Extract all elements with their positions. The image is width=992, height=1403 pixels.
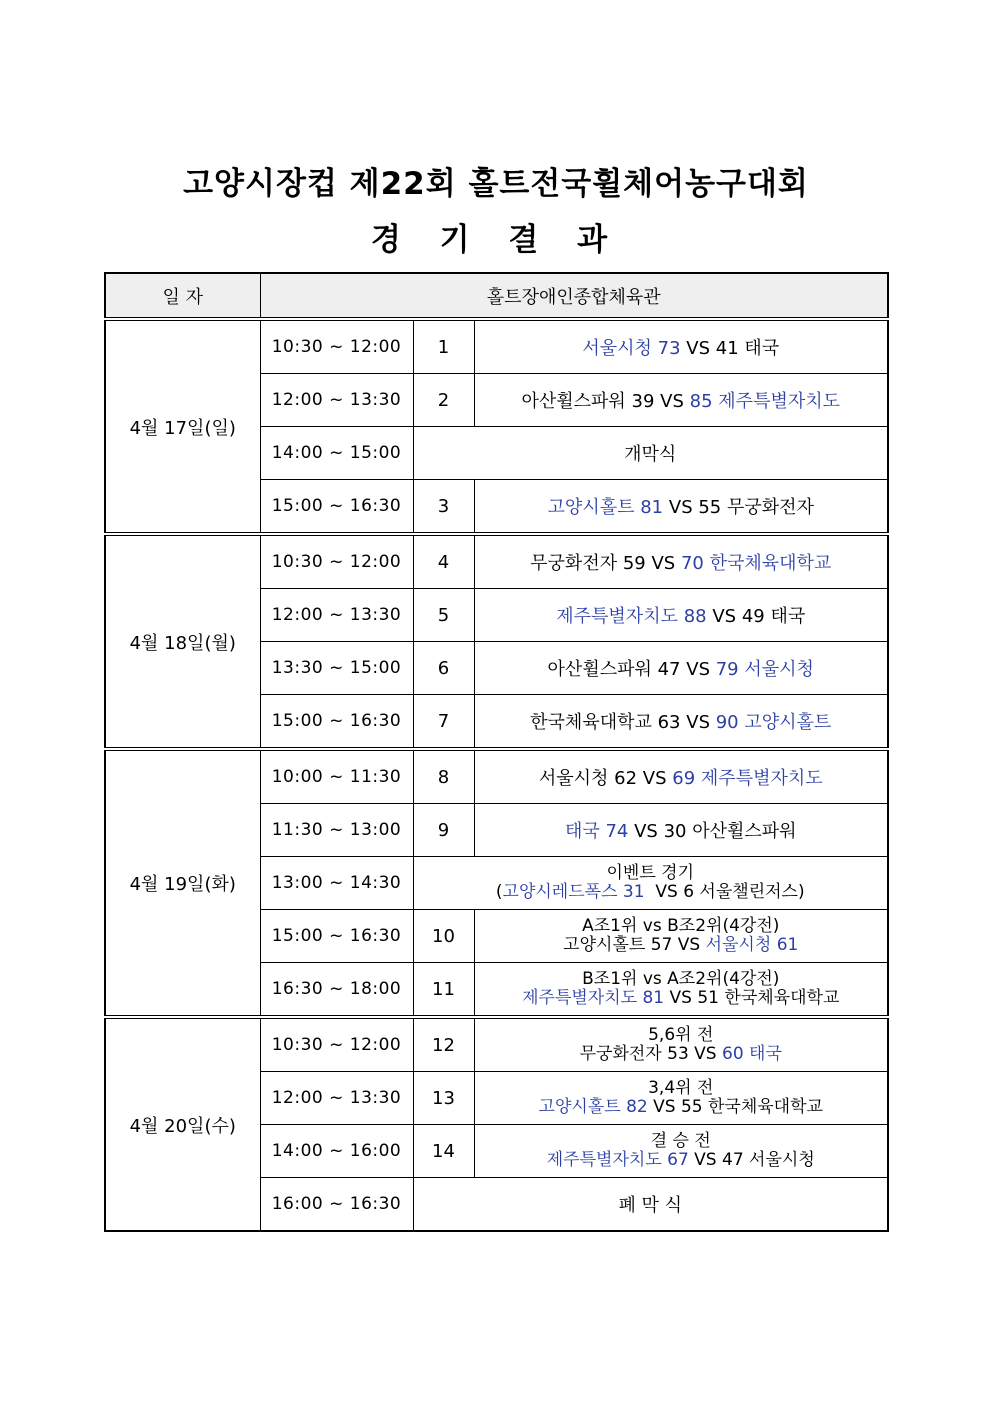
score2: 51	[697, 988, 719, 1008]
game-time: 12:00 ~ 13:30	[260, 1072, 413, 1125]
score1: 73	[657, 338, 681, 359]
score1: 62	[614, 768, 638, 789]
team2: 태국	[744, 338, 780, 359]
score-line	[475, 936, 888, 955]
round-label: A조1위 vs B조2위(4강전)	[582, 916, 780, 936]
team2: 태국	[749, 1044, 782, 1064]
header-date: 일 자	[105, 273, 260, 319]
score-line	[475, 1098, 888, 1117]
score1: 88	[683, 606, 707, 627]
score2: 90	[715, 712, 739, 733]
game-result	[474, 642, 888, 695]
team2: 한국체육대학교	[707, 1097, 823, 1117]
game-time: 14:00 ~ 15:00	[260, 427, 413, 480]
game-number: 6	[413, 642, 474, 695]
game-time: 10:00 ~ 11:30	[260, 749, 413, 804]
vs-label: VS	[686, 659, 710, 680]
round-label: 5,6위 전	[648, 1025, 714, 1045]
score1: 67	[667, 1150, 689, 1170]
score2: 70	[680, 553, 704, 574]
score2: 41	[715, 338, 739, 359]
team2: 한국체육대학교	[724, 988, 840, 1008]
game-number: 1	[413, 319, 474, 374]
score-line	[475, 1151, 888, 1170]
score-line	[475, 1045, 888, 1064]
day-date: 4월 20일(수)	[105, 1017, 260, 1231]
vs-label: VS	[651, 553, 676, 574]
score-line	[475, 989, 888, 1008]
team2: 아산휠스파워	[692, 821, 797, 842]
game-result	[474, 1125, 888, 1178]
game-time: 15:00 ~ 16:30	[260, 695, 413, 750]
score1: 31	[622, 882, 645, 902]
game-result	[474, 804, 888, 857]
score2: 85	[689, 391, 713, 412]
game-time: 12:00 ~ 13:30	[260, 374, 413, 427]
game-time: 16:00 ~ 16:30	[260, 1178, 413, 1232]
team1: 고양시홀트	[538, 1097, 621, 1117]
score1: 81	[640, 497, 664, 518]
game-time: 12:00 ~ 13:30	[260, 589, 413, 642]
game-time: 10:30 ~ 12:00	[260, 1017, 413, 1072]
vs-label: VS	[660, 391, 684, 412]
game-number: 11	[413, 963, 474, 1018]
page-title: 고양시장컵 제22회 홀트전국휠체어농구대회	[183, 166, 809, 202]
team2: 한국체육대학교	[709, 553, 832, 574]
game-result	[474, 1017, 888, 1072]
team2: 제주특별자치도	[718, 391, 841, 412]
table-row	[105, 319, 888, 374]
round-label: 3,4위 전	[648, 1078, 714, 1098]
game-result	[474, 1072, 888, 1125]
game-time: 10:30 ~ 12:00	[260, 534, 413, 589]
score2: 79	[715, 659, 739, 680]
event-result	[413, 857, 888, 910]
game-number: 3	[413, 480, 474, 535]
event-score-line	[414, 883, 888, 902]
score1: 59	[622, 553, 646, 574]
day-date: 4월 17일(일)	[105, 319, 260, 534]
score2: 47	[722, 1150, 744, 1170]
game-result	[474, 374, 888, 427]
game-time: 13:30 ~ 15:00	[260, 642, 413, 695]
team2: 서울시청	[744, 659, 814, 680]
team1: 무궁화전자	[579, 1044, 662, 1064]
team2: 제주특별자치도	[700, 768, 823, 789]
game-time: 11:30 ~ 13:00	[260, 804, 413, 857]
game-number: 2	[413, 374, 474, 427]
game-time: 16:30 ~ 18:00	[260, 963, 413, 1018]
game-result	[474, 695, 888, 750]
game-number: 8	[413, 749, 474, 804]
game-time: 13:00 ~ 14:30	[260, 857, 413, 910]
header-venue: 홀트장애인종합체육관	[260, 273, 888, 319]
game-number: 5	[413, 589, 474, 642]
team1: 서울시청	[538, 768, 609, 789]
team1: 한국체육대학교	[530, 712, 652, 733]
team2: 서울챌린저스	[699, 882, 798, 902]
team1: 아산휠스파워	[547, 659, 652, 680]
vs-label: VS	[712, 606, 737, 627]
game-result	[474, 319, 888, 374]
round-label: B조1위 vs A조2위(4강전)	[582, 969, 780, 989]
score1: 74	[605, 821, 629, 842]
game-result	[474, 963, 888, 1018]
vs-label: VS	[653, 1097, 676, 1117]
score1: 57	[650, 935, 673, 955]
vs-label: VS	[677, 935, 701, 955]
score1: 53	[667, 1044, 689, 1064]
game-number: 4	[413, 534, 474, 589]
vs-label: VS	[668, 497, 693, 518]
game-number: 10	[413, 910, 474, 963]
team2: 무궁화전자	[727, 497, 814, 518]
table-row	[105, 749, 888, 804]
game-time: 10:30 ~ 12:00	[260, 319, 413, 374]
score2: 55	[698, 497, 722, 518]
game-time: 15:00 ~ 16:30	[260, 480, 413, 535]
team2: 태국	[770, 606, 806, 627]
vs-label: VS	[669, 988, 692, 1008]
event-label: 이벤트 경기	[606, 863, 694, 883]
score2: 60	[722, 1044, 744, 1064]
table-header-row	[105, 273, 888, 319]
vs-label: VS	[634, 821, 658, 842]
vs-label: VS	[686, 338, 711, 359]
score2: 69	[672, 768, 696, 789]
score1: 39	[631, 391, 655, 412]
score2: 30	[663, 821, 687, 842]
team1: 제주특별자치도	[546, 1150, 662, 1170]
game-result	[474, 589, 888, 642]
game-number: 9	[413, 804, 474, 857]
vs-label: VS	[686, 712, 710, 733]
score1: 47	[657, 659, 681, 680]
game-result	[474, 749, 888, 804]
table-row	[105, 534, 888, 589]
score1: 81	[642, 988, 665, 1008]
vs-label: VS	[642, 768, 667, 789]
team1: 무궁화전자	[530, 553, 618, 574]
score1: 63	[657, 712, 681, 733]
results-table	[104, 272, 889, 1232]
paren-close: )	[797, 882, 805, 902]
table-row	[105, 1017, 888, 1072]
game-number: 12	[413, 1017, 474, 1072]
score1: 82	[626, 1097, 648, 1117]
event-label: 폐 막 식	[413, 1178, 888, 1232]
game-number: 7	[413, 695, 474, 750]
vs-label: VS	[694, 1150, 717, 1170]
game-number: 14	[413, 1125, 474, 1178]
game-result	[474, 910, 888, 963]
team1: 고양시홀트	[547, 497, 635, 518]
score2: 61	[776, 935, 799, 955]
game-time: 14:00 ~ 16:00	[260, 1125, 413, 1178]
team1: 고양시홀트	[563, 935, 646, 955]
day-date: 4월 18일(월)	[105, 534, 260, 749]
team1: 아산휠스파워	[521, 391, 626, 412]
game-time: 15:00 ~ 16:30	[260, 910, 413, 963]
team1: 고양시레드폭스	[502, 882, 618, 902]
team2: 고양시홀트	[744, 712, 832, 733]
vs-label: VS	[694, 1044, 717, 1064]
score2: 55	[680, 1097, 703, 1117]
game-result	[474, 480, 888, 535]
round-label: 결 승 전	[650, 1131, 711, 1151]
vs-label: VS	[655, 882, 678, 902]
score2: 6	[683, 882, 695, 902]
team1: 서울시청	[582, 338, 652, 359]
team1: 제주특별자치도	[522, 988, 638, 1008]
team2: 서울시청	[705, 935, 772, 955]
game-result	[474, 534, 888, 589]
game-number: 13	[413, 1072, 474, 1125]
team2: 서울시청	[749, 1150, 815, 1170]
event-label: 개막식	[413, 427, 888, 480]
team1: 제주특별자치도	[556, 606, 678, 627]
paren-open: (	[495, 882, 503, 902]
day-date: 4월 19일(화)	[105, 749, 260, 1017]
team1: 태국	[564, 821, 600, 842]
score2: 49	[741, 606, 765, 627]
page-subtitle: 경 기 결 과	[370, 222, 622, 258]
